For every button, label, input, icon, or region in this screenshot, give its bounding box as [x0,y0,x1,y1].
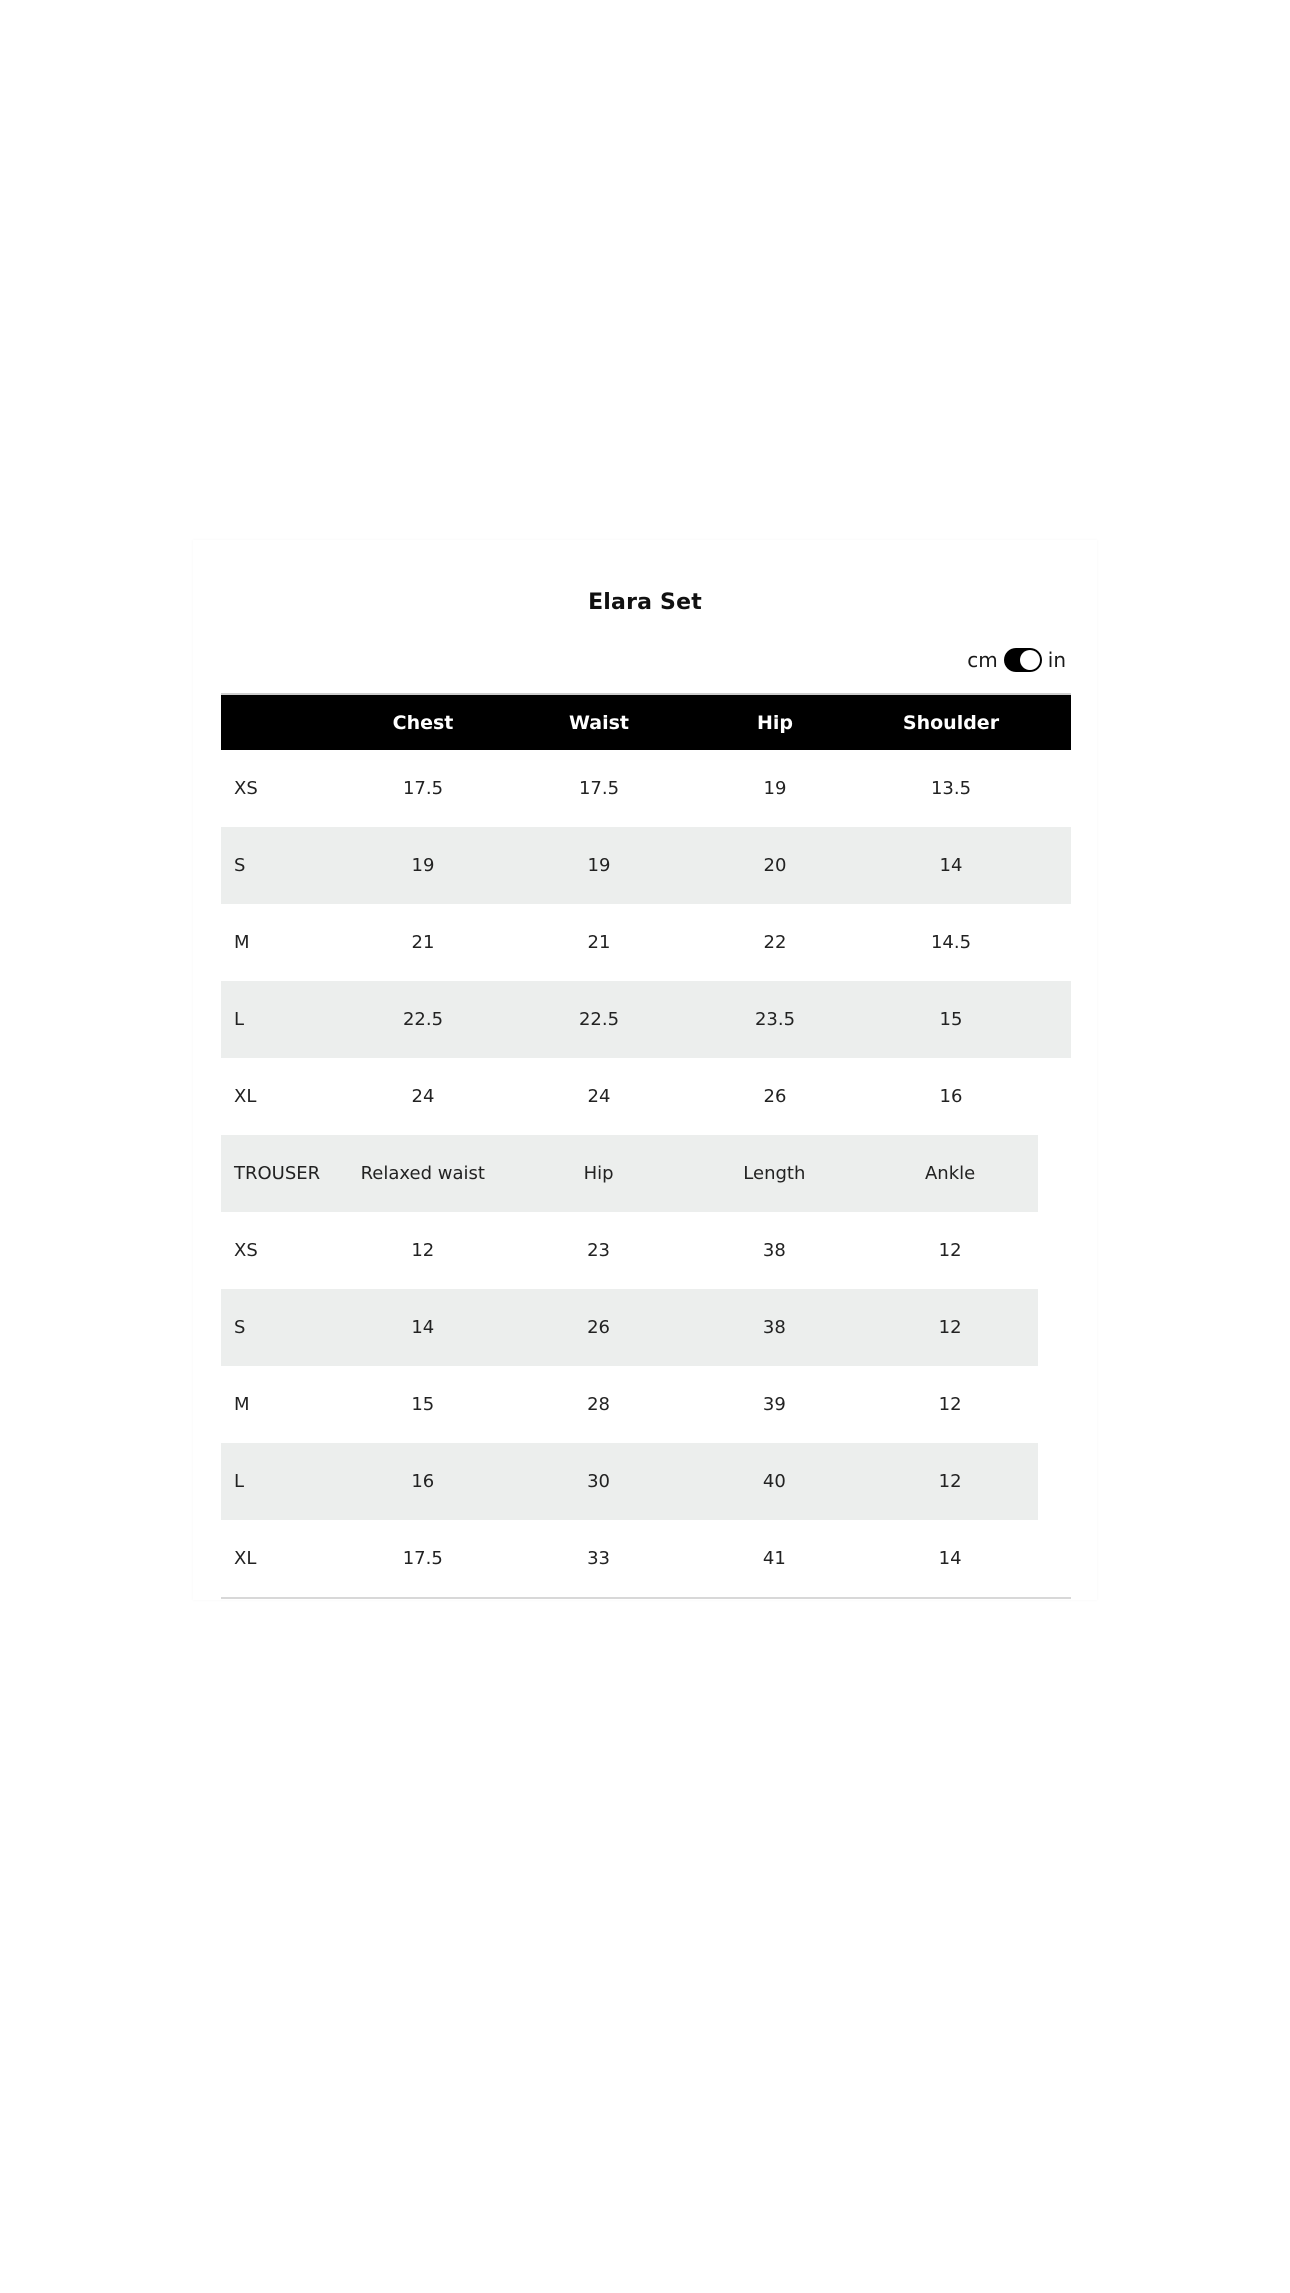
table-row [221,1289,1038,1366]
table-cell: 20 [763,855,787,876]
header-cell-chest: Chest [392,711,454,734]
header-cell-ankle: Ankle [924,1163,976,1184]
size-table [221,693,1071,1599]
table-cell: 28 [587,1394,610,1415]
size-label: M [234,1394,250,1415]
table-cell: 21 [587,932,611,953]
table-cell: 39 [762,1394,786,1415]
table-cell: 30 [587,1471,610,1492]
table-cell: 21 [411,932,435,953]
size-label: XS [234,1240,258,1261]
trouser-header-label: TROUSER [234,1163,321,1184]
table-cell: 22.5 [402,1009,444,1030]
table-cell: 12 [938,1240,962,1261]
table-cell: 33 [587,1548,610,1569]
table-cell: 22 [763,932,787,953]
table-cell: 12 [938,1317,962,1338]
table-header-row [221,695,1071,750]
size-chart-modal [193,540,1097,1600]
header-cell-shoulder: Shoulder [902,711,1000,734]
table-row [221,904,1071,981]
table-row [221,1212,1038,1289]
header-cell-relaxed-waist: Relaxed waist [360,1163,485,1184]
table-cell: 17.5 [402,1548,443,1569]
table-row [221,1366,1038,1443]
table-cell: 40 [762,1471,786,1492]
unit-toggle[interactable] [967,648,1066,672]
table-cell: 19 [587,855,611,876]
header-cell-waist: Waist [568,711,629,734]
unit-cm-label[interactable]: cm [967,648,998,672]
table-cell: 17.5 [578,778,620,799]
table-cell: 24 [411,1086,435,1107]
unit-in-label[interactable]: in [1047,648,1066,672]
unit-switch[interactable] [1004,648,1042,672]
table-cell: 15 [939,1009,963,1030]
trouser-header-row [221,1135,1038,1212]
table-cell: 26 [763,1086,787,1107]
table-cell: 24 [587,1086,611,1107]
table-cell: 17.5 [402,778,444,799]
table-row [221,750,1071,827]
table-cell: 16 [411,1471,435,1492]
table-cell: 16 [939,1086,963,1107]
header-cell-hip: Hip [583,1163,614,1184]
table-cell: 38 [762,1317,786,1338]
table-row [221,1520,1038,1597]
table-cell: 41 [762,1548,786,1569]
table-cell: 12 [938,1471,962,1492]
table-cell: 12 [411,1240,435,1261]
table-cell: 14 [411,1317,435,1338]
table-cell: 23 [587,1240,610,1261]
table-cell: 15 [411,1394,435,1415]
table-cell: 14 [939,855,963,876]
table-cell: 19 [411,855,435,876]
table-cell: 19 [763,778,787,799]
table-row [221,827,1071,904]
size-label: XS [234,778,258,799]
header-cell-hip: Hip [756,711,793,734]
size-label: L [234,1471,245,1492]
table-row [221,1443,1038,1520]
size-label: S [234,1317,246,1338]
table-cell: 23.5 [754,1009,796,1030]
size-chart-title: Elara Set [588,590,702,615]
unit-switch-knob [1020,650,1040,670]
table-cell: 12 [938,1394,962,1415]
table-cell: 26 [587,1317,610,1338]
table-bottom-divider [221,1597,1071,1599]
table-row [221,981,1071,1058]
table-cell: 13.5 [930,778,972,799]
header-cell-length: Length [743,1163,806,1184]
size-label: XL [234,1086,257,1107]
size-label: M [234,932,250,953]
size-label: S [234,855,246,876]
size-label: XL [234,1548,257,1569]
table-cell: 14.5 [930,932,972,953]
table-cell: 38 [762,1240,786,1261]
table-row [221,1058,1071,1135]
table-cell: 14 [938,1548,962,1569]
size-label: L [234,1009,245,1030]
table-cell: 22.5 [578,1009,620,1030]
